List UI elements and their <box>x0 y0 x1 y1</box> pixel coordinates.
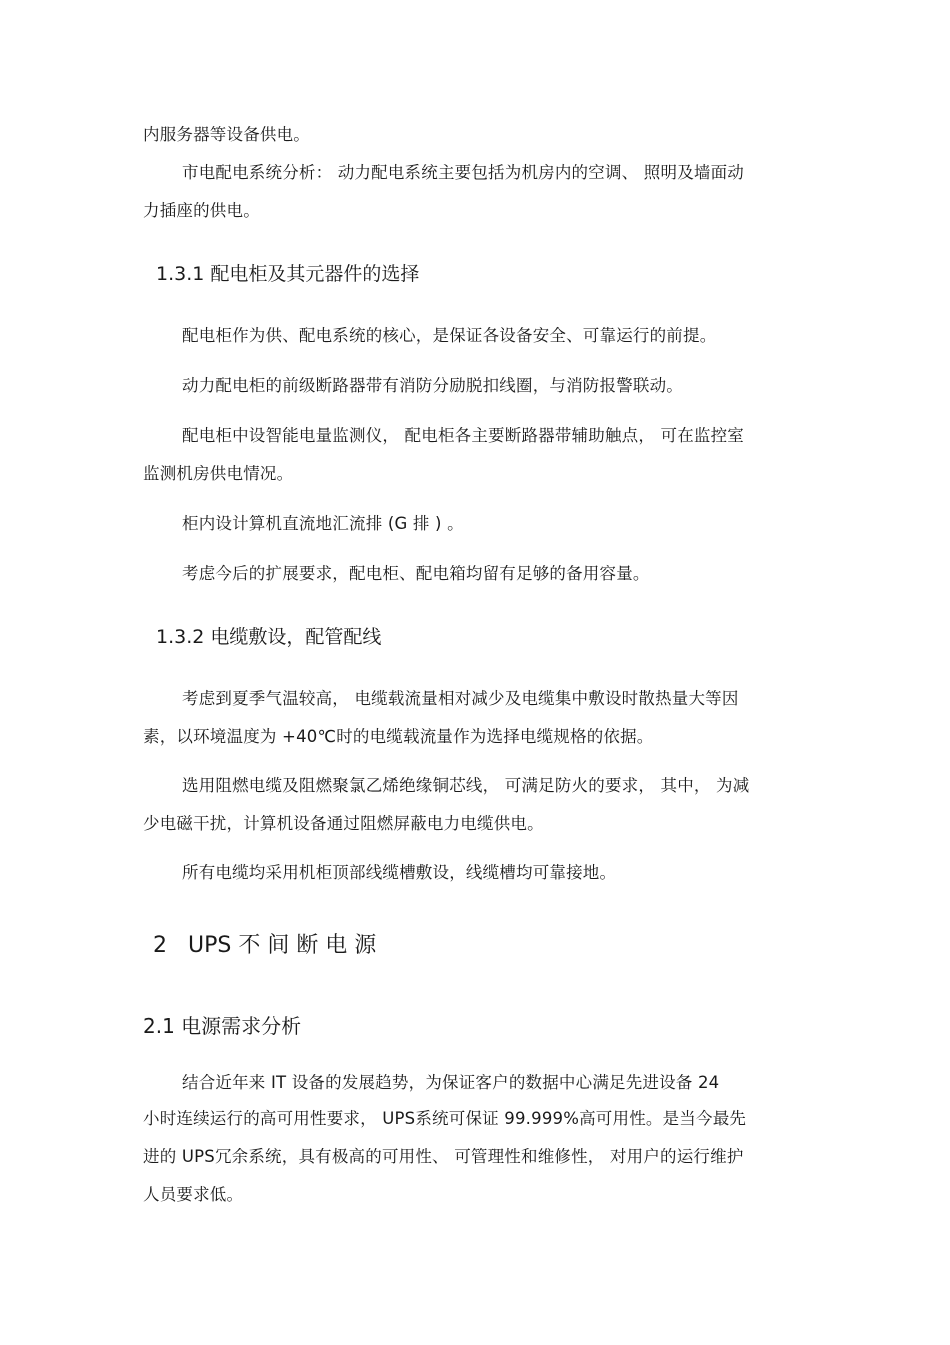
section-heading-2-1: 2.1 电源需求分析 <box>143 1014 302 1038</box>
section-heading-1-3-1: 1.3.1 配电柜及其元器件的选择 <box>156 263 420 285</box>
paragraph-line: 市电配电系统分析： 动力配电系统主要包括为机房内的空调、 照明及墙面动 <box>182 163 744 182</box>
paragraph-line: 配电柜中设智能电量监测仪， 配电柜各主要断路器带辅助触点， 可在监控室 <box>182 426 744 445</box>
paragraph-line: 素，以环境温度为 +40℃时的电缆载流量作为选择电缆规格的依据。 <box>143 727 654 746</box>
paragraph-line: 人员要求低。 <box>143 1185 244 1204</box>
paragraph-line: 考虑到夏季气温较高， 电缆载流量相对减少及电缆集中敷设时散热量大等因 <box>182 689 739 708</box>
paragraph-line: 内服务器等设备供电。 <box>143 125 310 144</box>
paragraph-line: 进的 UPS冗余系统，具有极高的可用性、 可管理性和维修性， 对用户的运行维护 <box>143 1147 744 1166</box>
paragraph-line: 考虑今后的扩展要求，配电柜、配电箱均留有足够的备用容量。 <box>182 564 650 583</box>
chapter-number: 2 <box>153 933 167 958</box>
paragraph-line: 力插座的供电。 <box>143 201 260 220</box>
paragraph-line: 监测机房供电情况。 <box>143 464 294 483</box>
paragraph-line: 配电柜作为供、配电系统的核心，是保证各设备安全、可靠运行的前提。 <box>182 326 717 345</box>
paragraph-line: 少电磁干扰，计算机设备通过阻燃屏蔽电力电缆供电。 <box>143 814 544 833</box>
section-heading-1-3-2: 1.3.2 电缆敷设，配管配线 <box>156 626 382 648</box>
chapter-title: UPS 不 间 断 电 源 <box>188 933 377 958</box>
paragraph-line: 小时连续运行的高可用性要求， UPS系统可保证 99.999%高可用性。是当今最先 <box>143 1109 747 1128</box>
paragraph-line: 选用阻燃电缆及阻燃聚氯乙烯绝缘铜芯线， 可满足防火的要求， 其中， 为减 <box>182 776 750 795</box>
paragraph-line: 所有电缆均采用机柜顶部线缆槽敷设，线缆槽均可靠接地。 <box>182 863 617 882</box>
paragraph-line: 柜内设计算机直流地汇流排 (G 排 ) 。 <box>182 514 464 533</box>
paragraph-line: 动力配电柜的前级断路器带有消防分励脱扣线圈，与消防报警联动。 <box>182 376 683 395</box>
paragraph-line: 结合近年来 IT 设备的发展趋势，为保证客户的数据中心满足先进设备 24 <box>182 1073 720 1092</box>
